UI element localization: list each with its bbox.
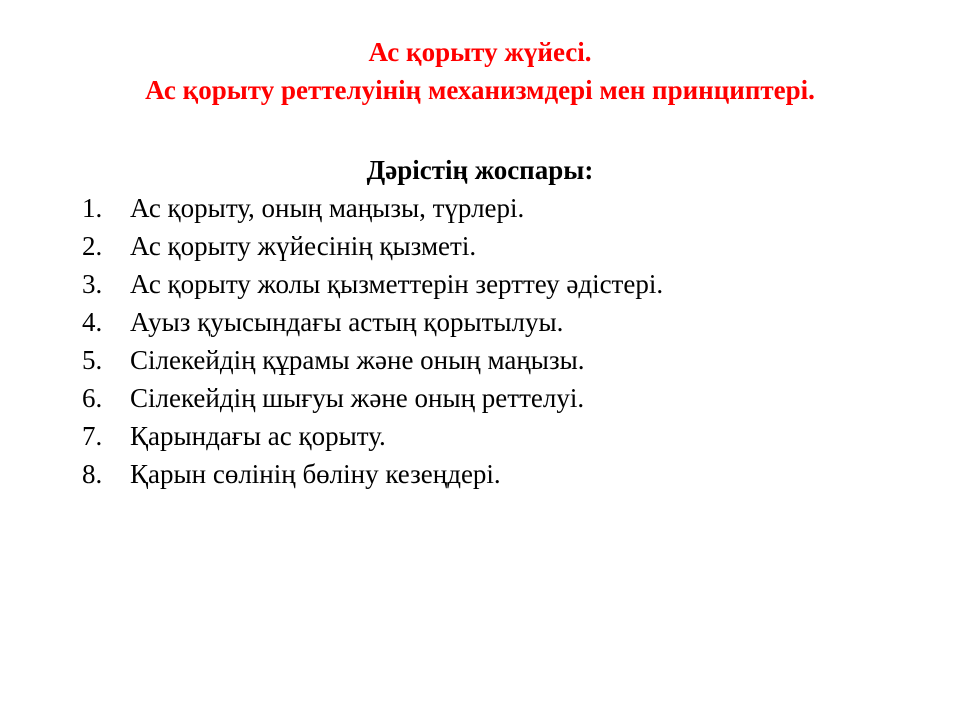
plan-item-7 bbox=[82, 417, 942, 455]
plan-item-6 bbox=[82, 379, 942, 417]
plan-item-text: Ас қорыту, оның маңызы, түрлері. bbox=[130, 193, 525, 223]
title-line-1: Ас қорыту жүйесі. bbox=[368, 37, 592, 67]
plan-item-number: 3. bbox=[82, 269, 103, 299]
plan-item-number: 4. bbox=[82, 307, 103, 337]
plan-item-1 bbox=[82, 189, 942, 227]
title-line-2: Ас қорыту реттелуінің механизмдері мен принциптері. bbox=[145, 75, 815, 105]
plan-item-8 bbox=[82, 455, 942, 493]
slide-title bbox=[0, 33, 960, 109]
plan-heading: Дәрістің жоспары: bbox=[366, 155, 594, 185]
plan-list bbox=[82, 189, 942, 493]
plan-item-text: Қарын сөлінің бөліну кезеңдері. bbox=[130, 459, 501, 489]
plan-item-text: Қарындағы ас қорыту. bbox=[130, 421, 386, 451]
plan-item-text: Сілекейдің құрамы және оның маңызы. bbox=[130, 345, 585, 375]
plan-item-number: 6. bbox=[82, 383, 103, 413]
plan-item-text: Ауыз қуысындағы астың қорытылуы. bbox=[130, 307, 564, 337]
plan-item-text: Ас қорыту жолы қызметтерін зерттеу әдістері. bbox=[130, 269, 664, 299]
plan-item-text: Сілекейдің шығуы және оның реттелуі. bbox=[130, 383, 585, 413]
plan-item-number: 5. bbox=[82, 345, 103, 375]
plan-item-3 bbox=[82, 265, 942, 303]
plan-item-number: 1. bbox=[82, 193, 103, 223]
plan-item-2 bbox=[82, 227, 942, 265]
plan-item-4 bbox=[82, 303, 942, 341]
plan-item-number: 2. bbox=[82, 231, 103, 261]
plan-item-text: Ас қорыту жүйесінің қызметі. bbox=[130, 231, 477, 261]
plan-item-5 bbox=[82, 341, 942, 379]
plan-item-number: 7. bbox=[82, 421, 103, 451]
plan-item-number: 8. bbox=[82, 459, 103, 489]
